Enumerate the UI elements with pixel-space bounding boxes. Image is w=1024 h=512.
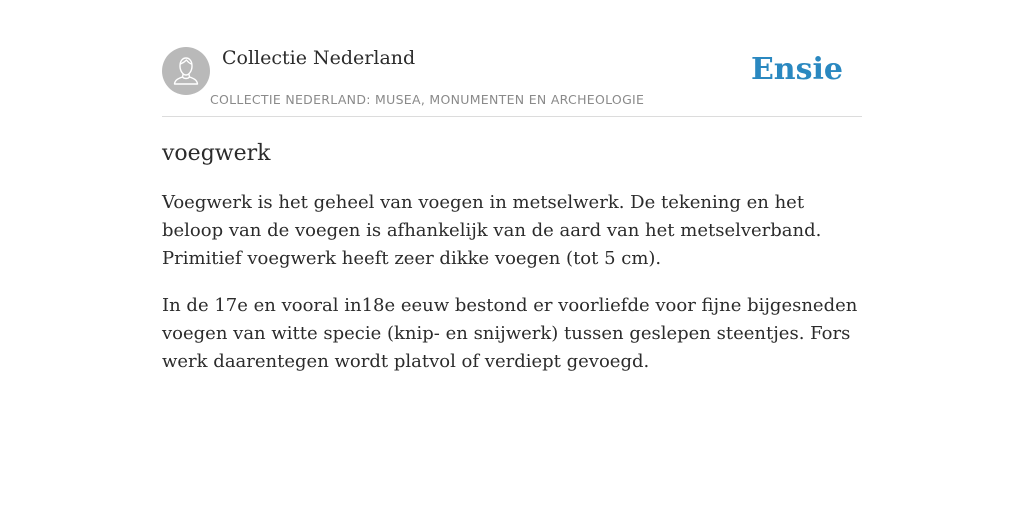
entry-content: [162, 138, 862, 376]
user-silhouette-icon: [162, 47, 210, 95]
entry-paragraph: In de 17e en vooral in18e eeuw bestond er voorliefde voor fijne bijgesneden voegen van witte specie (knip- en snijwerk) tussen geslepen steentjes. Fors werk daarentegen wordt platvol of verdiept gevoegd.: [162, 295, 858, 372]
source-caption[interactable]: COLLECTIE NEDERLAND: MUSEA, MONUMENTEN EN ARCHEOLOGIE: [210, 92, 645, 107]
author-avatar[interactable]: [162, 47, 210, 95]
page-header: [162, 46, 862, 117]
ensie-logo[interactable]: Ensie: [750, 52, 843, 87]
author-name[interactable]: Collectie Nederland: [222, 47, 416, 69]
entry-paragraph: Voegwerk is het geheel van voegen in metselwerk. De tekening en het beloop van de voegen is afhankelijk van de aard van het metselverband. Primitief voegwerk heeft zeer dikke voegen (tot 5 cm).: [162, 192, 822, 269]
entry-title: voegwerk: [162, 141, 271, 166]
